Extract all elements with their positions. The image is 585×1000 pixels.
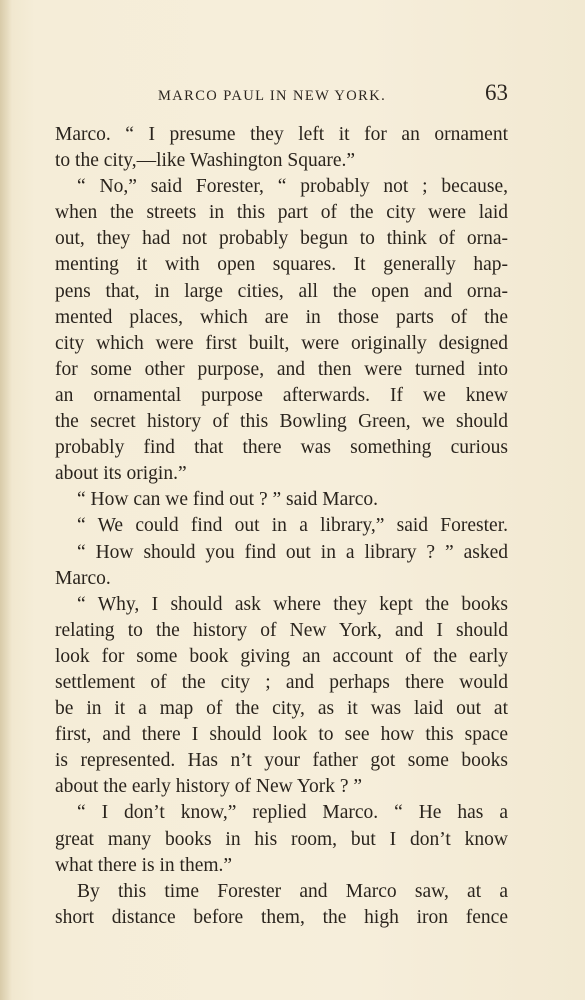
text-line: look for some book giving an account of the early: [55, 645, 508, 667]
binding-shadow: [0, 0, 12, 1000]
text-line: about the early history of New York ? ”: [55, 776, 363, 798]
text-line: for some other purpose, and then were turned into: [55, 358, 508, 380]
text-line: out, they had not probably begun to think of orna-: [55, 228, 508, 250]
text-line: “ We could find out in a library,” said Forester.: [77, 515, 508, 537]
text-line: what there is in them.”: [55, 854, 233, 876]
text-line: settlement of the city ; and perhaps there would: [55, 671, 508, 693]
page-number: 63: [485, 80, 508, 105]
text-line: “ How can we find out ? ” said Marco.: [77, 489, 379, 511]
text-line: city which were first built, were originally designed: [55, 332, 508, 354]
text-line: first, and there I should look to see how this space: [55, 724, 508, 746]
text-line: pens that, in large cities, all the open and orna-: [55, 280, 508, 302]
text-line: great many books in his room, but I don’t know: [55, 828, 508, 850]
text-line: “ No,” said Forester, “ probably not ; because,: [77, 176, 508, 198]
text-line: probably find that there was something curious: [55, 437, 508, 459]
text-line: “ I don’t know,” replied Marco. “ He has a: [77, 802, 508, 824]
text-line: Marco.: [55, 567, 111, 589]
text-line: relating to the history of New York, and I should: [55, 619, 508, 641]
text-line: Marco. “ I presume they left it for an ornament: [55, 124, 508, 145]
text-line: “ Why, I should ask where they kept the books: [77, 593, 508, 615]
text-line: about its origin.”: [55, 463, 187, 485]
text-line: the secret history of this Bowling Green, we should: [55, 411, 508, 433]
text-line: to the city,—like Washington Square.”: [55, 150, 356, 172]
text-line: menting it with open squares. It generally hap-: [55, 254, 508, 276]
text-line: when the streets in this part of the city were laid: [55, 202, 508, 224]
text-line: an ornamental purpose afterwards. If we knew: [55, 384, 508, 406]
text-line: be in it a map of the city, as it was laid out at: [55, 698, 508, 720]
text-line: “ How should you find out in a library ? ” asked: [77, 541, 508, 563]
page-header: [55, 78, 515, 110]
running-head: MARCO PAUL IN NEW YORK.: [158, 88, 387, 104]
text-line: is represented. Has n’t your father got some books: [55, 750, 508, 772]
text-line: By this time Forester and Marco saw, at a: [77, 880, 508, 902]
body-text: [55, 122, 508, 931]
text-line: short distance before them, the high iron fence: [55, 906, 508, 928]
text-line: mented places, which are in those parts of the: [55, 306, 508, 328]
